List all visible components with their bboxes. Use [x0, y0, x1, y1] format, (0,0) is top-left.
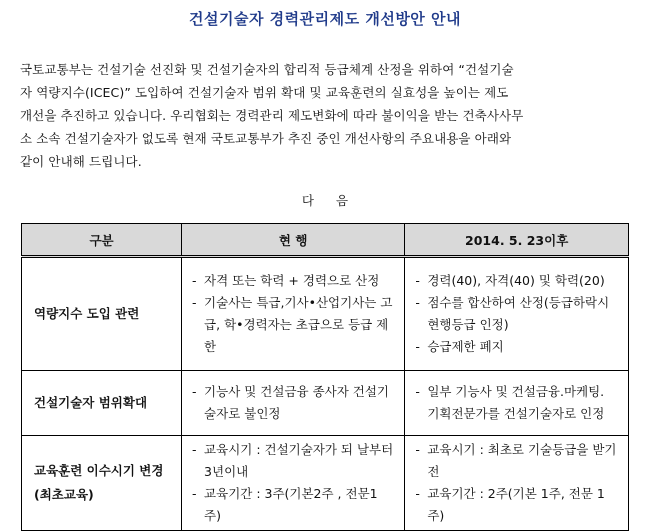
list-item: - 기능사 및 건설금융 종사자 건설기술자로 불인정	[192, 384, 389, 421]
intro-line: 국토교통부는 건설기술 선진화 및 건설기술자의 합리적 등급체계 산정을 위하여 “건설기술	[20, 62, 514, 77]
current-cell	[182, 371, 405, 436]
section-marker: 다음	[301, 193, 371, 208]
table-row	[22, 436, 629, 531]
header-current: 현 행	[182, 224, 405, 257]
row-label: 역량지수 도입 관련	[22, 257, 182, 371]
intro-line: 자 역량지수(ICEC)” 도입하여 건설기술자 범위 확대 및 교육훈련의 실효성을 높이는 제도	[20, 85, 509, 100]
list-item: - 교육기간 : 2주(기본 1주, 전문 1주)	[415, 486, 605, 523]
intro-paragraph	[20, 58, 626, 173]
current-cell	[182, 257, 405, 371]
comparison-table	[21, 223, 629, 531]
list-item: - 교육기간 : 3주(기본2주 , 전문1주)	[192, 486, 378, 523]
table-header-row	[22, 224, 629, 257]
current-cell	[182, 436, 405, 531]
list-item: - 승급제한 폐지	[415, 339, 504, 354]
intro-line: 같이 안내해 드립니다.	[20, 154, 142, 169]
row-label: 교육훈련 이수시기 변경(최초교육)	[22, 436, 182, 531]
list-item: - 교육시기 : 최초로 기술등급을 받기 전	[415, 442, 617, 479]
list-item: - 기술사는 특급,기사•산업기사는 고급, 학•경력자는 초급으로 등급 제한	[192, 295, 393, 354]
list-item: - 교육시기 : 건설기술자가 되 날부터 3년이내	[192, 442, 394, 479]
table-row	[22, 257, 629, 371]
table-row	[22, 371, 629, 436]
list-item: - 일부 기능사 및 건설금융.마케팅. 기획전문가를 건설기술자로 인정	[415, 384, 605, 421]
intro-line: 개선을 추진하고 있습니다. 우리협회는 경력관리 제도변화에 따라 불이익을 받는 건축사사무	[20, 108, 524, 123]
list-item: - 자격 또는 학력 + 경력으로 산정	[192, 273, 380, 288]
after-cell	[405, 371, 629, 436]
row-label: 건설기술자 범위확대	[22, 371, 182, 436]
after-cell	[405, 436, 629, 531]
after-cell	[405, 257, 629, 371]
list-item: - 경력(40), 자격(40) 및 학력(20)	[415, 273, 605, 288]
header-after: 2014. 5. 23이후	[405, 224, 629, 257]
document-title: 건설기술자 경력관리제도 개선방안 안내	[189, 10, 461, 28]
list-item: - 점수를 합산하여 산정(등급하락시 현행등급 인정)	[415, 295, 610, 332]
intro-line: 소 소속 건설기술자가 없도록 현재 국토교통부가 추진 중인 개선사항의 주요내용을 아래와	[20, 131, 512, 146]
header-category: 구분	[22, 224, 182, 257]
